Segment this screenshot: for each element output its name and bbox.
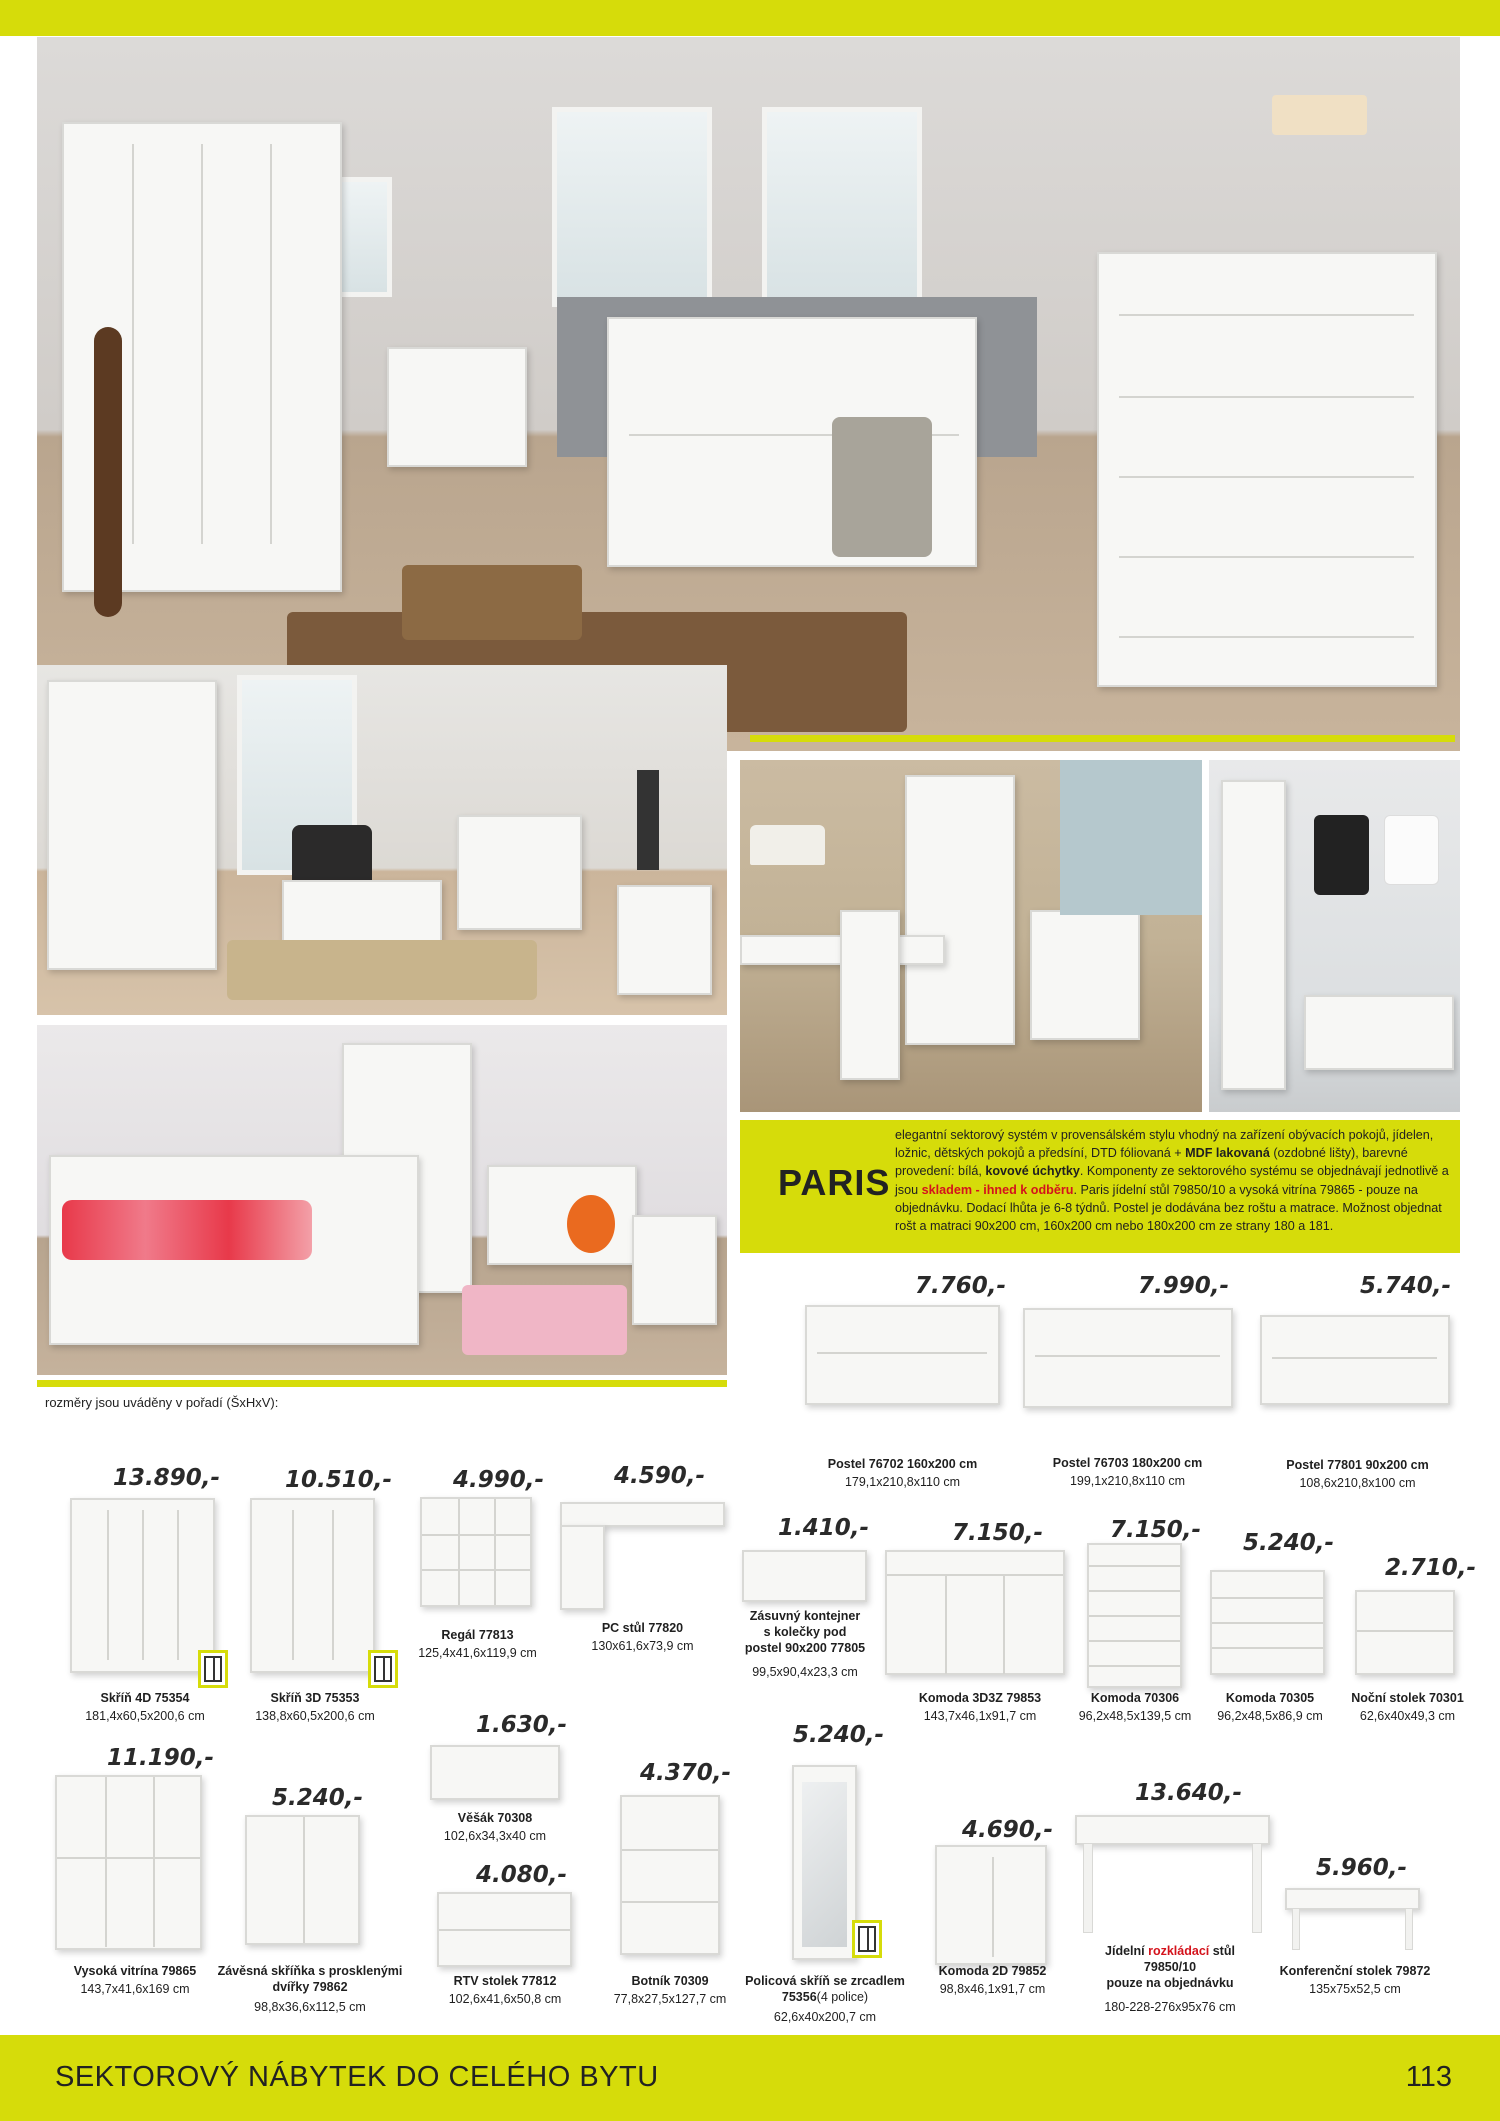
interior-shelves-icon — [852, 1920, 882, 1958]
lamp-shade — [750, 825, 825, 865]
desc-text: elegantní sektorový systém v provensálském stylu vhodný na zařízení obývacích pokojů, jídelen, ložnic, dětských pokojů a předsíní, DTD fóliovaná + — [895, 1128, 1434, 1161]
bed180-image — [1023, 1308, 1233, 1408]
product-name-highlight: rozkládací — [1148, 1944, 1210, 1958]
desc-text: (ozdobné lišty), barevné provedení: bílá, — [895, 1146, 1408, 1179]
table-leg — [1405, 1908, 1413, 1950]
product-name-line: Zásuvný kontejner — [749, 1609, 861, 1623]
product-name-part: Jídelní — [1105, 1944, 1149, 1958]
price-rtv: 4.080,- — [476, 1862, 568, 1888]
desc-bold: MDF lakovaná — [1185, 1146, 1270, 1161]
vitrina-image — [55, 1775, 202, 1950]
skrin3d-image — [250, 1498, 375, 1673]
price-komoda2d: 4.690,- — [962, 1817, 1054, 1843]
product-name: Noční stolek 70301 — [1351, 1691, 1464, 1705]
price-komoda3d3z: 7.150,- — [952, 1520, 1044, 1546]
orange-chair — [567, 1195, 615, 1253]
rtv-image — [437, 1892, 572, 1967]
product-dimensions: 98,8x36,6x112,5 cm — [254, 2000, 366, 2014]
series-title: PARIS — [778, 1162, 891, 1203]
pcstul-drawers — [560, 1525, 605, 1610]
price-vitrina: 11.190,- — [107, 1745, 215, 1771]
floor-vase — [94, 327, 122, 617]
display-cabinet — [47, 680, 217, 970]
living-room-photo — [37, 665, 727, 1015]
price-kontejner: 1.410,- — [778, 1515, 870, 1541]
price-skrin4d: 13.890,- — [113, 1465, 221, 1491]
product-dimensions: 181,4x60,5x200,6 cm — [85, 1709, 205, 1723]
zavesna-image — [245, 1815, 360, 1945]
product-dimensions: 99,5x90,4x23,3 cm — [752, 1665, 858, 1679]
product-name — [730, 1973, 920, 2005]
tv — [637, 770, 659, 870]
price-regal: 4.990,- — [453, 1467, 545, 1493]
desc-text: . Paris jídelní stůl 79850/10 a vysoká vitrína 79865 - pouze na objednávku. Dodací lhůta je 6-8 týdnů. Postel je dodávána bez roštu a matrace. Možnost objednat rošt a matraci 90x200 cm, 160x200 cm nebo 180x200 cm ze strany 180 a 181. — [895, 1182, 1442, 1234]
product-name: Regál 77813 — [441, 1628, 514, 1642]
pcstul-image — [560, 1502, 725, 1527]
product-name: Komoda 2D 79852 — [938, 1964, 1047, 1978]
shoe-bench — [1304, 995, 1454, 1070]
botnik-image — [620, 1795, 720, 1955]
product-name: Botník 70309 — [631, 1974, 709, 1988]
price-nocni: 2.710,- — [1385, 1555, 1477, 1581]
blue-wall — [1060, 760, 1202, 915]
product-dimensions: 102,6x34,3x40 cm — [443, 1829, 547, 1843]
product-name: Věšák 70308 — [457, 1811, 533, 1825]
product-name: Komoda 3D3Z 79853 — [918, 1691, 1042, 1705]
product-name: Postel 76703 180x200 cm — [1052, 1456, 1203, 1470]
product-name — [215, 1963, 405, 1995]
window — [552, 107, 712, 307]
pouf — [402, 565, 582, 640]
kontejner-image — [742, 1550, 867, 1602]
dresser — [387, 347, 527, 467]
konferencni-image — [1285, 1888, 1420, 1910]
product-name-line: pouze na objednávku — [1106, 1976, 1234, 1990]
dimensions-note: rozměry jsou uváděny v pořadí (ŠxHxV): — [45, 1395, 279, 1410]
product-name: Vysoká vitrína 79865 — [73, 1964, 197, 1978]
sideboard — [457, 815, 582, 930]
blanket — [832, 417, 932, 557]
price-pcstul: 4.590,- — [614, 1463, 706, 1489]
price-bed180: 7.990,- — [1138, 1273, 1230, 1299]
product-name-line: s kolečky pod — [763, 1625, 847, 1639]
product-dimensions: 179,1x210,8x110 cm — [844, 1475, 961, 1489]
jacket — [1314, 815, 1369, 895]
rug — [227, 940, 537, 1000]
product-dimensions: 130x61,6x73,9 cm — [591, 1639, 694, 1653]
desc-stock-highlight: skladem - ihned k odběru — [921, 1182, 1074, 1197]
price-bed90: 5.740,- — [1360, 1273, 1452, 1299]
product-name-line: Závěsná skříňka s prosklenými — [217, 1964, 403, 1978]
product-dimensions: 180-228-276x95x76 cm — [1104, 2000, 1236, 2014]
product-name: Postel 77801 90x200 cm — [1286, 1458, 1429, 1472]
desc-text: . Komponenty ze sektorového systému se objednávají jednotlivě a jsou — [895, 1164, 1449, 1197]
regal-image — [420, 1497, 532, 1607]
price-zavesna: 5.240,- — [272, 1785, 364, 1811]
chest-of-drawers — [1097, 252, 1437, 687]
accent-line — [37, 1380, 727, 1387]
jidelni-image — [1075, 1815, 1270, 1845]
table-leg — [1292, 1908, 1300, 1950]
product-dimensions: 96,2x48,5x139,5 cm — [1078, 1709, 1192, 1723]
price-konferencni: 5.960,- — [1316, 1855, 1408, 1881]
product-dimensions: 135x75x52,5 cm — [1309, 1982, 1401, 1996]
product-name: PC stůl 77820 — [601, 1621, 684, 1635]
accent-line — [750, 735, 1455, 742]
table-lamp — [1272, 95, 1367, 135]
product-name: Komoda 70305 — [1225, 1691, 1315, 1705]
tv-cabinet — [617, 885, 712, 995]
product-name: Komoda 70306 — [1090, 1691, 1180, 1705]
interior-shelves-icon — [368, 1650, 398, 1688]
product-dimensions: 138,8x60,5x200,6 cm — [255, 1709, 375, 1723]
mirror-cabinet — [1221, 780, 1286, 1090]
chair — [840, 910, 900, 1080]
product-name-line: postel 90x200 77805 — [744, 1641, 866, 1655]
komoda70306-image — [1087, 1543, 1182, 1688]
product-dimensions: 102,6x41,6x50,8 cm — [448, 1992, 562, 2006]
product-name: RTV stolek 77812 — [453, 1974, 557, 1988]
product-dimensions: 125,4x41,6x119,9 cm — [418, 1646, 537, 1660]
skrin4d-image — [70, 1498, 215, 1673]
price-botnik: 4.370,- — [640, 1760, 732, 1786]
vesak-image — [430, 1745, 560, 1800]
footer-bar — [0, 2035, 1500, 2121]
price-komoda70306: 7.150,- — [1110, 1517, 1202, 1543]
price-bed160: 7.760,- — [915, 1273, 1007, 1299]
bedspread — [62, 1200, 312, 1260]
product-name-line: Policová skříň se zrcadlem — [745, 1974, 905, 1988]
product-dimensions: 143,7x41,6x169 cm — [80, 1982, 190, 1996]
dining-photo — [740, 760, 1202, 1112]
product-name-line: dvířky 79862 — [272, 1980, 348, 1994]
table-leg — [1083, 1843, 1093, 1933]
price-policova: 5.240,- — [793, 1722, 885, 1748]
product-name — [1075, 1943, 1265, 1991]
interior-shelves-icon — [198, 1650, 228, 1688]
price-skrin3d: 10.510,- — [285, 1467, 393, 1493]
bedroom-photo — [37, 37, 1460, 751]
tv-stand — [632, 1215, 717, 1325]
desc-bold: kovové úchytky — [985, 1164, 1080, 1179]
table-leg — [1252, 1843, 1262, 1933]
mirror — [802, 1782, 847, 1947]
price-jidelni: 13.640,- — [1135, 1780, 1243, 1806]
product-dimensions: 98,8x46,1x91,7 cm — [939, 1982, 1046, 1996]
price-vesak: 1.630,- — [476, 1712, 568, 1738]
product-dimensions: 62,6x40x49,3 cm — [1359, 1709, 1456, 1723]
price-komoda70305: 5.240,- — [1243, 1530, 1335, 1556]
top-accent-bar — [0, 0, 1500, 36]
shirt — [1384, 815, 1439, 885]
product-dimensions: 143,7x46,1x91,7 cm — [923, 1709, 1037, 1723]
sideboard — [1030, 910, 1140, 1040]
dining-vitrine — [905, 775, 1015, 1045]
footer-title: SEKTOROVÝ NÁBYTEK DO CELÉHO BYTU — [55, 2061, 659, 2093]
komoda2d-image — [935, 1845, 1047, 1965]
product-name: Postel 76702 160x200 cm — [827, 1457, 978, 1471]
series-description — [895, 1126, 1450, 1235]
product-dimensions: 199,1x210,8x110 cm — [1069, 1474, 1186, 1488]
product-name: Skříň 4D 75354 — [100, 1691, 190, 1705]
product-name-line: 79850/10 — [1143, 1960, 1197, 1974]
desk — [487, 1165, 637, 1265]
page-number: 113 — [1405, 2061, 1452, 2093]
paris-info-box — [740, 1120, 1460, 1253]
product-name — [725, 1608, 885, 1656]
nocni-image — [1355, 1590, 1455, 1675]
product-name: Konferenční stolek 79872 — [1279, 1964, 1431, 1978]
komoda70305-image — [1210, 1570, 1325, 1675]
window — [762, 107, 922, 307]
komoda3d3z-image — [885, 1550, 1065, 1675]
product-name-line: 75356 — [781, 1990, 817, 2004]
kids-rug — [462, 1285, 627, 1355]
hallway-photo — [1209, 760, 1460, 1112]
product-dimensions: 77,8x27,5x127,7 cm — [613, 1992, 727, 2006]
product-name: Skříň 3D 75353 — [270, 1691, 360, 1705]
policova-image — [792, 1765, 857, 1960]
kids-room-photo — [37, 1025, 727, 1375]
product-name-note: (4 police) — [816, 1990, 869, 2004]
bed90-image — [1260, 1315, 1450, 1405]
product-dimensions: 96,2x48,5x86,9 cm — [1217, 1709, 1323, 1723]
product-dimensions: 62,6x40x200,7 cm — [773, 2010, 877, 2024]
product-dimensions: 108,6x210,8x100 cm — [1299, 1476, 1416, 1490]
bed160-image — [805, 1305, 1000, 1405]
product-name-part: stůl — [1209, 1944, 1235, 1958]
